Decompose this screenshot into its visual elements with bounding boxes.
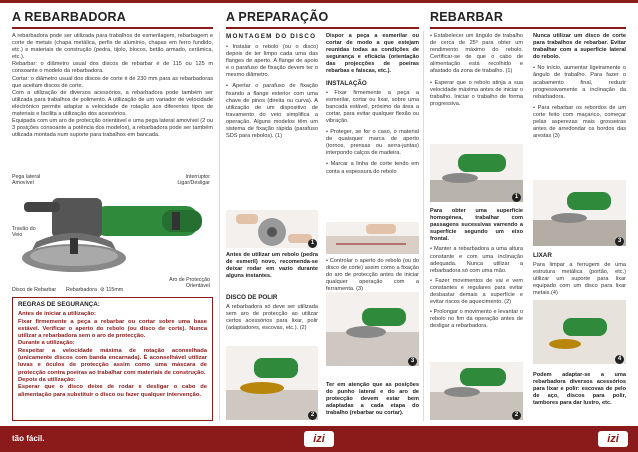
lixar-block: [533, 252, 626, 297]
photo-number: 2: [308, 411, 317, 420]
lixar-text: Para limpar a ferrugem de uma estrutura metálica (portão, etc.) utilizar um suporte para lixar equipado com um disco para lixar metais.(4): [533, 262, 626, 297]
grinder-head: [52, 198, 102, 238]
montagem-title: MONTAGEM DO DISCO: [226, 33, 317, 40]
photo-marking-line: [326, 222, 419, 254]
safety-before: Antes de iniciar a utilização:: [18, 311, 96, 318]
section-title-rebarbar: REBARBAR: [430, 10, 504, 24]
photo-rebarbar-sweep: [430, 362, 523, 420]
column-divider: [219, 31, 220, 421]
polir-title: DISCO DE POLIR: [226, 294, 278, 301]
preparation-safety-text: Dispor a peça a esmerilar ou cortar de modo a que estejam reunidas todas as condições de segurança e eficácia (orientação das projecções de poeiras rebarbas e faiscas, etc.).: [326, 33, 419, 75]
controlar-aperto: [326, 258, 419, 293]
intro-paragraph: Com a utilização de diversos acessórios, a rebarbadora pode também ser utilizada para trabalhos de polimento. A utilização de um variador de velocidade electrónico permite adaptar a velocidade de rotação aos diferentes tipos de materiais e facilita a utilização dos acessórios.: [12, 89, 213, 118]
safety-before-text: Fixar firmemente a peça a rebarbar ou cortar sobre uma base estável. Verificar o aperto do rebolo (ou disco de corte). Nunca utilizar a rebarbadora sem o aro de protecção.: [18, 318, 207, 340]
top-accent-bar: [0, 0, 638, 3]
photo-polishing: [226, 346, 318, 420]
rebarbar-warning: Nunca utilizar um disco de corte para trabalhos de rebarbar. Evitar trabalhar com a superfície lateral do rebolo.: [533, 33, 626, 61]
instalacao-step: • Marcar a linha de corte tendo em conta a espessura do rebolo: [326, 161, 419, 175]
label-interruptor: Interruptor Ligar/Desligar: [177, 174, 210, 187]
safety-title: REGRAS DE SEGURANÇA:: [18, 301, 100, 308]
photo-lixar: [533, 300, 626, 364]
instalacao-step: • Proteger, se for o caso, o material de quaisquer marca de aperto (tornos, prensas ou serra-juntas) interpondo calços de madeira.: [326, 129, 419, 157]
safety-after: Depois da utilização:: [18, 376, 76, 383]
montagem-block: [226, 33, 318, 140]
instalacao-step: • Fixar firmemente a peça a esmerilar, cortar ou lixar, sobre uma bancada estável, próximo da área a cortar, para evitar qualquer flexão ou vibração.: [326, 89, 419, 124]
side-handle: [24, 202, 60, 212]
montagem-step: • Instalar o rebolo (ou o disco) depois de ter limpo cada uma das flanges de aperto. A flange de apoio e o parafuso de fixação devem ter o mesmo diâmetro.: [226, 44, 318, 79]
warning-text: Antes de utilizar um rebolo (pedra de esmeril) novo, recomenda-se deixar rodar em vazio durante alguns instantes.: [226, 252, 318, 280]
intro-paragraph: A rebarbadora pode ser utilizada para trabalhos de esmerilagem, rebarbagem e corte de metais (chapa metálica, perfis de alumínio, chapas em ferro fundido, etc.) e materiais de construção (pedra, tijolo, blocos, betão armado, cerâmica, etc.).: [12, 33, 213, 61]
label-disco: Disco de Rebarbar: [12, 287, 57, 293]
intro-paragraph: Cortar: o diâmetro usual dos discos de corte é de 230 mm para as rebarbadoras que aceitam discos de corte.: [12, 75, 213, 89]
rebarbar-step: • Fazer movimentos de vai e vem constantes e regulares para evitar desbastar demais a superfície e evitar riscos de aquecimento. (2): [430, 277, 523, 306]
rebarbar-step: • Para rebarbar os rebordos de um corte feito com maçarico, começar pelas asperezas mais grosseiras antes de arredondar os bordos das arestas (3): [533, 104, 626, 140]
safety-during-text: Respeitar a velocidade máxima de rotação aconselhada (unicamente discos com banda encarnada). É aconselhável utilizar luvas e óculos de protecção assim como uma máscara de protecção contra poeiras ao trabalhar com materiais de construção.: [18, 347, 207, 376]
rebarbar-col1: [430, 33, 523, 108]
intro-paragraph: Equipada com um aro de protecção orientável e uma pega lateral amovível (2 ou 3 posições consoante a potência dos modelos), a rebarbadora pode ser também utilizada montada num suporte para trabalhos em bancada.: [12, 118, 213, 139]
montagem-step: • Apertar o parafuso de fixação fixando a flange exterior com uma chave de pinos (direita ou curva). A utilização de um dispositivo de travamento do veio simplifica a operação. Alguns modelos têm um sistema de fixação rápida (parafuso SDS para rebolos). (1): [226, 83, 318, 140]
warn-positions: [326, 382, 419, 417]
safety-rules-box: [12, 297, 213, 421]
photo-rebarbar-edges: [533, 180, 626, 246]
section-rule: [226, 27, 419, 29]
photo-disc-mounting: [226, 210, 318, 248]
label-aro: Aro de Protecção Orientável: [169, 277, 210, 290]
label-travao: Travão do Veio: [12, 226, 36, 239]
rebarbar-col1b: [430, 208, 523, 331]
photo-number: 3: [615, 237, 624, 246]
rebarbar-col2: [533, 33, 626, 140]
accessories-text: Podem adaptar-se a uma rebarbadora diversos acessórios para lixar e polir: escovas de pelo de aço, discos para polir, tambores para dar lustro, etc.: [533, 372, 626, 407]
section-rule: [12, 27, 213, 29]
rebarbar-step: • Prolongar o movimento e levantar o rebolo no fim da operação antes de desligar a rebarbadora.: [430, 309, 523, 330]
column-divider: [423, 31, 424, 421]
section-rule: [430, 27, 626, 29]
photo-number: 1: [308, 239, 317, 248]
rebarbar-highlight: Para obter uma superfície homogénea, trabalhar com passagens sucessivas varrendo a superfície segundo um eixo frontal.: [430, 208, 523, 243]
warn-new-disc: [226, 252, 318, 280]
instalacao-step: • Controlar o aperto do rebolo (ou do disco de corte) assim como a fixação do aro de protecção antes de iniciar qualquer operação com a ferramenta. (3): [326, 258, 419, 293]
label-pega-lateral: Pega lateral Amovível: [12, 174, 41, 187]
lixar-title: LIXAR: [533, 252, 552, 259]
brand-logo: izi: [304, 431, 334, 447]
rebarbar-step: • No início, aumentar ligeiramente o ângulo de trabalho. Para fazer o acabamento final, reduzir progressivamente a inclinação da rebarbadora.: [533, 65, 626, 100]
diameter-value: 115mm: [105, 287, 124, 293]
safety-during: Durante a utilização:: [18, 340, 75, 347]
rebarbar-step: • Manter a rebarbadora a uma altura constante e com uma inclinação adequada. Nunca utilizar a rebarbadora só com uma mão.: [430, 246, 523, 274]
photo-number: 2: [512, 411, 521, 420]
grinder-illustration: [12, 172, 213, 292]
section-title-preparacao: A PREPARAÇÃO: [226, 10, 329, 24]
rebarbadora-intro: [12, 33, 213, 139]
intro-paragraph: Rebarbar: o diâmetro usual dos discos de rebarbar é de 115 ou 125 m consoante o modelo da rebarbadora.: [12, 61, 213, 75]
photo-number: 4: [615, 355, 624, 364]
safety-after-text: Esperar que o disco deixe de rodar e desligar o cabo de alimentação para substituir o disco ou fazer qualquer intervenção.: [18, 384, 207, 398]
preparacao-col2: [326, 33, 419, 180]
footer-tagline: tão fácil.: [12, 434, 45, 443]
footer-bar: [0, 426, 638, 452]
label-rebarbadora: Rebarbadora: [66, 287, 97, 293]
label-diametro: [100, 287, 123, 293]
diameter-icon: ⊘: [100, 287, 105, 293]
photo-rebarbar-angle: [430, 144, 523, 202]
polir-text: A rebarbadora só deve ser utilizada sem aro de protecção ao utilizar certos acessórios para lixar, polir (adaptadores, escovas, etc.). (2): [226, 304, 318, 332]
rebarbar-accessories: [533, 372, 626, 407]
instalacao-title: INSTALAÇÃO: [326, 79, 367, 87]
photo-guard-check: [326, 292, 419, 366]
warning-text: Ter em atenção que as posições do punho lateral e do aro de protecção devem estar bem adaptadas a cada etapa do trabalho (rebarbar ou cortar).: [326, 382, 419, 417]
photo-number: 1: [512, 193, 521, 202]
section-title-rebarbadora: A REBARBADORA: [12, 10, 126, 24]
disco-polir-block: [226, 294, 318, 332]
brand-logo: izi: [598, 431, 628, 447]
rebarbar-step: • Estabelecer um ângulo de trabalho de cerca de 25º para obter um rendimento máximo do rebolo. Certificar-se de que o cabo de alimentação está recolhido e afastado da zona de trabalho. (1): [430, 33, 523, 75]
photo-number: 3: [408, 357, 417, 366]
rebarbar-step: • Esperar que o rebolo atinja a sua velocidade máxima antes de iniciar o trabalho. Iniciar o trabalho de forma progressiva.: [430, 79, 523, 107]
